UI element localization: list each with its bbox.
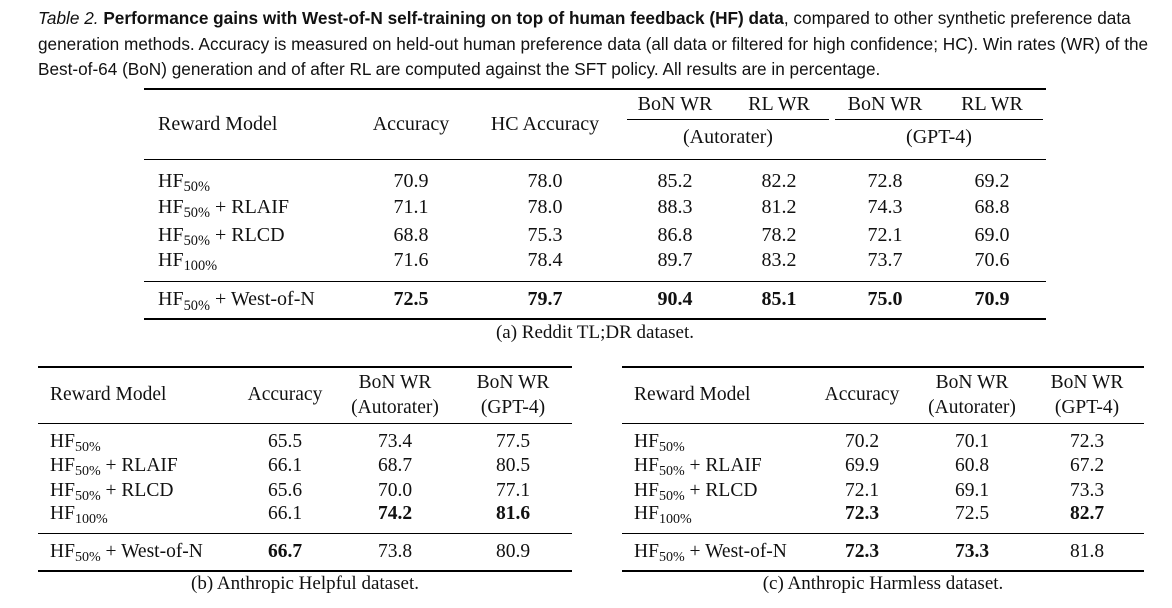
- group-label-autorater: (Autorater): [683, 126, 773, 148]
- cell-accuracy: 66.7: [234, 533, 336, 571]
- cell-bon-autorater: 69.1: [954, 479, 990, 501]
- row-model-name: $HF_{50\%}$ + RLAIF: [158, 195, 290, 221]
- header-bon-wr-gpt4: BoN WR (GPT-4): [454, 367, 572, 423]
- cell-bon-gpt4: 67.2: [1069, 454, 1105, 476]
- cell-rl-autorater: 78.2: [761, 223, 797, 246]
- table-caption: [38, 6, 1156, 83]
- caption-body: , compared to other synthetic preference data generation methods. Accuracy is measured on held-out human preference data (all data or filtered for high confidence; HC). Win rates (WR) of the Best-of-64 (BoN) generation and of after RL are computed against the SFT policy. All results are in percentage.: [38, 8, 1149, 79]
- cell-bon-gpt4: 72.3: [1030, 423, 1144, 453]
- cell-rl-gpt4: 70.6: [974, 249, 1010, 271]
- cell-bon-gpt4: 72.1: [867, 223, 903, 246]
- row-model-name: $HF_{100\%}$: [634, 503, 692, 528]
- header-reward-model: Reward Model: [144, 89, 356, 159]
- cell-bon-gpt4: 77.1: [495, 479, 531, 501]
- header-reward-model: Reward Model: [622, 367, 810, 423]
- header-accuracy: Accuracy: [810, 367, 914, 423]
- group-label-gpt4: (GPT-4): [906, 126, 972, 148]
- cell-accuracy: 71.6: [393, 249, 429, 271]
- cell-hc-accuracy: 78.0: [466, 159, 624, 193]
- cell-hc-accuracy: 78.4: [527, 249, 563, 271]
- row-model-name: $HF_{50\%}$: [38, 423, 234, 453]
- cell-rl-gpt4: 68.8: [974, 195, 1010, 218]
- cell-accuracy: 71.1: [393, 195, 429, 218]
- cell-bon-autorater: 74.2: [377, 503, 413, 524]
- cell-accuracy: 70.2: [810, 423, 914, 453]
- subcaption-b: (b) Anthropic Helpful dataset.: [191, 573, 419, 594]
- cell-bon-autorater: 72.5: [954, 503, 990, 524]
- cell-accuracy: 72.5: [356, 281, 466, 319]
- row-model-name: $HF_{50\%}$: [622, 423, 810, 453]
- caption-label: Table 2.: [38, 8, 99, 28]
- cell-bon-gpt4: 82.7: [1069, 503, 1105, 524]
- cell-bon-gpt4: 81.8: [1030, 533, 1144, 571]
- cell-accuracy: 66.1: [267, 503, 303, 524]
- cell-bon-autorater: 68.7: [377, 454, 413, 476]
- cell-bon-gpt4: 74.3: [867, 195, 903, 218]
- cell-bon-autorater: 85.2: [624, 159, 726, 193]
- cell-accuracy: 72.3: [844, 503, 880, 524]
- cell-accuracy: 65.5: [234, 423, 336, 453]
- header-bon-wr-gpt4: BoN WR (GPT-4): [1030, 367, 1144, 423]
- header-accuracy: Accuracy: [356, 89, 466, 159]
- cell-bon-gpt4: 80.5: [495, 454, 531, 476]
- row-model-name: $HF_{50\%}$ + RLCD: [50, 479, 174, 504]
- cell-bon-autorater: 60.8: [954, 454, 990, 476]
- header-bon-wr-autorater: BoN WR: [624, 89, 726, 119]
- cell-rl-autorater: 81.2: [761, 195, 797, 218]
- subcaption-c: (c) Anthropic Harmless dataset.: [762, 573, 1004, 594]
- cell-rl-gpt4: 70.9: [938, 281, 1046, 319]
- header-bon-wr-autorater: BoN WR (Autorater): [336, 367, 454, 423]
- row-model-name-west-of-n: $HF_{50\%}$ + West-of-N: [144, 281, 356, 319]
- cell-rl-gpt4: 69.0: [974, 223, 1010, 246]
- table-reddit-tldr: [144, 88, 1046, 320]
- row-model-name: $HF_{50\%}$ + RLCD: [634, 479, 758, 504]
- row-model-name: $HF_{50\%}$ + RLAIF: [50, 454, 178, 479]
- header-reward-model: Reward Model: [38, 367, 234, 423]
- cell-bon-gpt4: 75.0: [832, 281, 938, 319]
- cell-accuracy: 66.1: [267, 454, 303, 476]
- subcaption-a: (a) Reddit TL;DR dataset.: [495, 322, 695, 343]
- cell-accuracy: 68.8: [393, 223, 429, 246]
- cell-rl-autorater: 83.2: [761, 249, 797, 271]
- header-bon-wr-autorater: BoN WR (Autorater): [914, 367, 1030, 423]
- cell-accuracy: 72.1: [844, 479, 880, 501]
- cell-bon-autorater: 73.4: [336, 423, 454, 453]
- header-rl-wr-autorater: RL WR: [726, 89, 832, 119]
- cell-bon-autorater: 73.8: [336, 533, 454, 571]
- cell-rl-autorater: 82.2: [726, 159, 832, 193]
- cell-bon-gpt4: 73.7: [867, 249, 903, 271]
- cell-bon-gpt4: 77.5: [454, 423, 572, 453]
- row-model-name: $HF_{50\%}$ + RLAIF: [634, 454, 762, 479]
- cell-bon-autorater: 70.0: [377, 479, 413, 501]
- cell-bon-gpt4: 72.8: [832, 159, 938, 193]
- table-anthropic-helpful: [38, 366, 572, 572]
- row-model-name: $HF_{50\%}$: [144, 159, 356, 193]
- row-model-name-west-of-n: $HF_{50\%}$ + West-of-N: [622, 533, 810, 571]
- cell-rl-gpt4: 69.2: [938, 159, 1046, 193]
- cell-accuracy: 65.6: [267, 479, 303, 501]
- cell-hc-accuracy: 79.7: [466, 281, 624, 319]
- row-model-name: $HF_{50\%}$ + RLCD: [158, 223, 285, 249]
- cell-bon-autorater: 70.1: [914, 423, 1030, 453]
- row-model-name: $HF_{100\%}$: [50, 503, 108, 528]
- cell-rl-autorater: 85.1: [726, 281, 832, 319]
- header-bon-wr-gpt4: BoN WR: [832, 89, 938, 119]
- cell-accuracy: 72.3: [810, 533, 914, 571]
- cell-accuracy: 70.9: [356, 159, 466, 193]
- row-model-name-west-of-n: $HF_{50\%}$ + West-of-N: [38, 533, 234, 571]
- cell-bon-gpt4: 73.3: [1069, 479, 1105, 501]
- header-rl-wr-gpt4: RL WR: [938, 89, 1046, 119]
- cell-bon-autorater: 73.3: [914, 533, 1030, 571]
- cell-bon-autorater: 89.7: [657, 249, 693, 271]
- header-hc-accuracy: HC Accuracy: [466, 89, 624, 159]
- table-anthropic-harmless: [622, 366, 1144, 572]
- header-accuracy: Accuracy: [234, 367, 336, 423]
- cell-bon-gpt4: 80.9: [454, 533, 572, 571]
- cell-bon-gpt4: 81.6: [495, 503, 531, 524]
- row-model-name: $HF_{100\%}$: [158, 249, 218, 275]
- caption-bold-title: Performance gains with West-of-N self-training on top of human feedback (HF) data: [103, 8, 784, 28]
- cell-bon-autorater: 88.3: [657, 195, 693, 218]
- cell-bon-autorater: 86.8: [657, 223, 693, 246]
- cell-hc-accuracy: 78.0: [527, 195, 563, 218]
- cell-hc-accuracy: 75.3: [527, 223, 563, 246]
- cell-accuracy: 69.9: [844, 454, 880, 476]
- cell-bon-autorater: 90.4: [624, 281, 726, 319]
